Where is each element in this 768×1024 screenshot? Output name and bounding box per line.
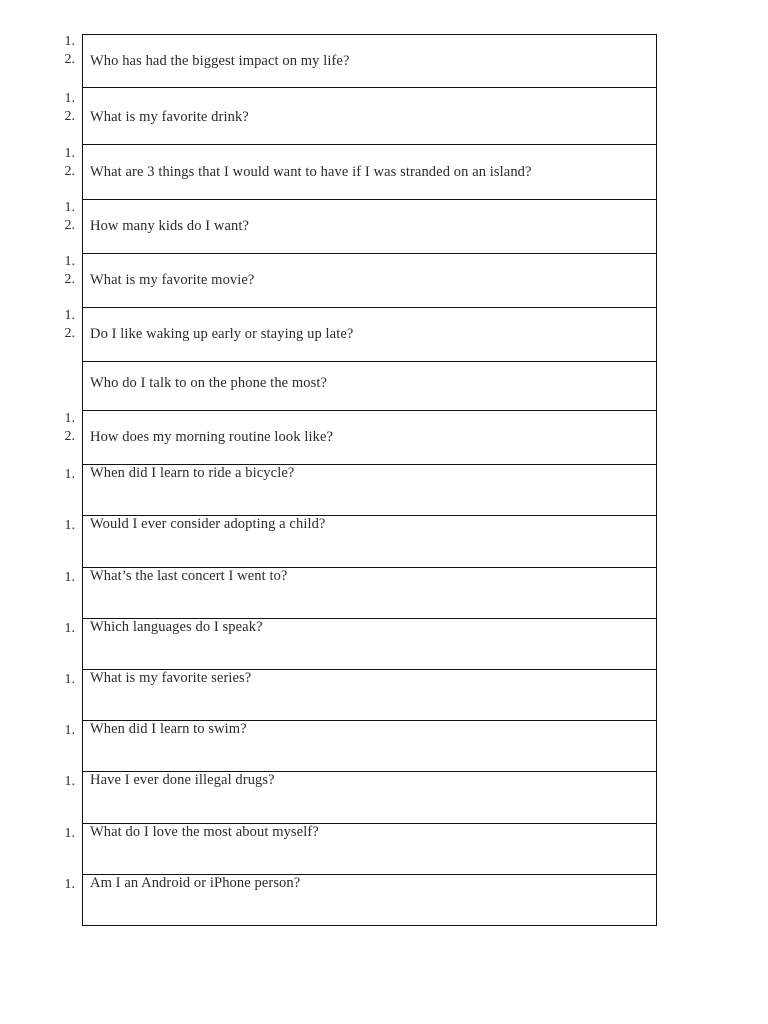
- list-number-marker: 1.: [64, 621, 75, 636]
- list-number-marker: 2.: [64, 52, 75, 67]
- question-row: [82, 200, 657, 254]
- list-number-marker: 2.: [64, 326, 75, 341]
- question-text: Do I like waking up early or staying up late?: [90, 326, 354, 342]
- question-row: [82, 619, 657, 670]
- question-text: Who do I talk to on the phone the most?: [90, 375, 328, 391]
- list-number-marker: 1.: [64, 570, 75, 585]
- question-row: [82, 875, 657, 926]
- question-text: What is my favorite drink?: [90, 109, 249, 125]
- question-row: [82, 465, 657, 516]
- question-row: [82, 568, 657, 619]
- list-number-marker: 2.: [64, 109, 75, 124]
- list-number-marker: 1.: [64, 146, 75, 161]
- question-row: [82, 34, 657, 88]
- question-row: [82, 145, 657, 200]
- list-number-marker: 1.: [64, 723, 75, 738]
- list-number-marker: 1.: [64, 200, 75, 215]
- question-row: [82, 824, 657, 875]
- question-text: What is my favorite movie?: [90, 272, 255, 288]
- question-text: What are 3 things that I would want to have if I was stranded on an island?: [90, 164, 532, 180]
- question-text: How does my morning routine look like?: [90, 429, 334, 445]
- list-number-marker: 1.: [64, 467, 75, 482]
- question-text: What do I love the most about myself?: [90, 824, 319, 840]
- question-row: [82, 516, 657, 568]
- question-row: [82, 670, 657, 721]
- question-text: Am I an Android or iPhone person?: [90, 875, 301, 891]
- list-number-marker: 1.: [64, 518, 75, 533]
- question-text: When did I learn to ride a bicycle?: [90, 465, 295, 481]
- question-text: Which languages do I speak?: [90, 619, 263, 635]
- question-text: What is my favorite series?: [90, 670, 252, 686]
- question-row: [82, 254, 657, 308]
- list-number-marker: 1.: [64, 826, 75, 841]
- question-text: Who has had the biggest impact on my life?: [90, 53, 350, 69]
- list-number-marker: 2.: [64, 164, 75, 179]
- list-number-marker: 1.: [64, 34, 75, 49]
- question-text: What’s the last concert I went to?: [90, 568, 288, 584]
- list-number-marker: 1.: [64, 91, 75, 106]
- question-text: Would I ever consider adopting a child?: [90, 516, 326, 532]
- question-text: When did I learn to swim?: [90, 721, 247, 737]
- list-number-marker: 1.: [64, 877, 75, 892]
- question-row: [82, 772, 657, 824]
- question-row: [82, 721, 657, 772]
- question-text: How many kids do I want?: [90, 218, 250, 234]
- list-number-marker: 2.: [64, 429, 75, 444]
- list-number-marker: 2.: [64, 218, 75, 233]
- question-text: Have I ever done illegal drugs?: [90, 772, 275, 788]
- question-row: [82, 362, 657, 411]
- list-number-marker: 1.: [64, 308, 75, 323]
- list-number-marker: 1.: [64, 672, 75, 687]
- question-row: [82, 88, 657, 145]
- list-number-marker: 1.: [64, 254, 75, 269]
- question-row: [82, 308, 657, 362]
- list-number-marker: 1.: [64, 411, 75, 426]
- question-row: [82, 411, 657, 465]
- list-number-marker: 2.: [64, 272, 75, 287]
- list-number-marker: 1.: [64, 774, 75, 789]
